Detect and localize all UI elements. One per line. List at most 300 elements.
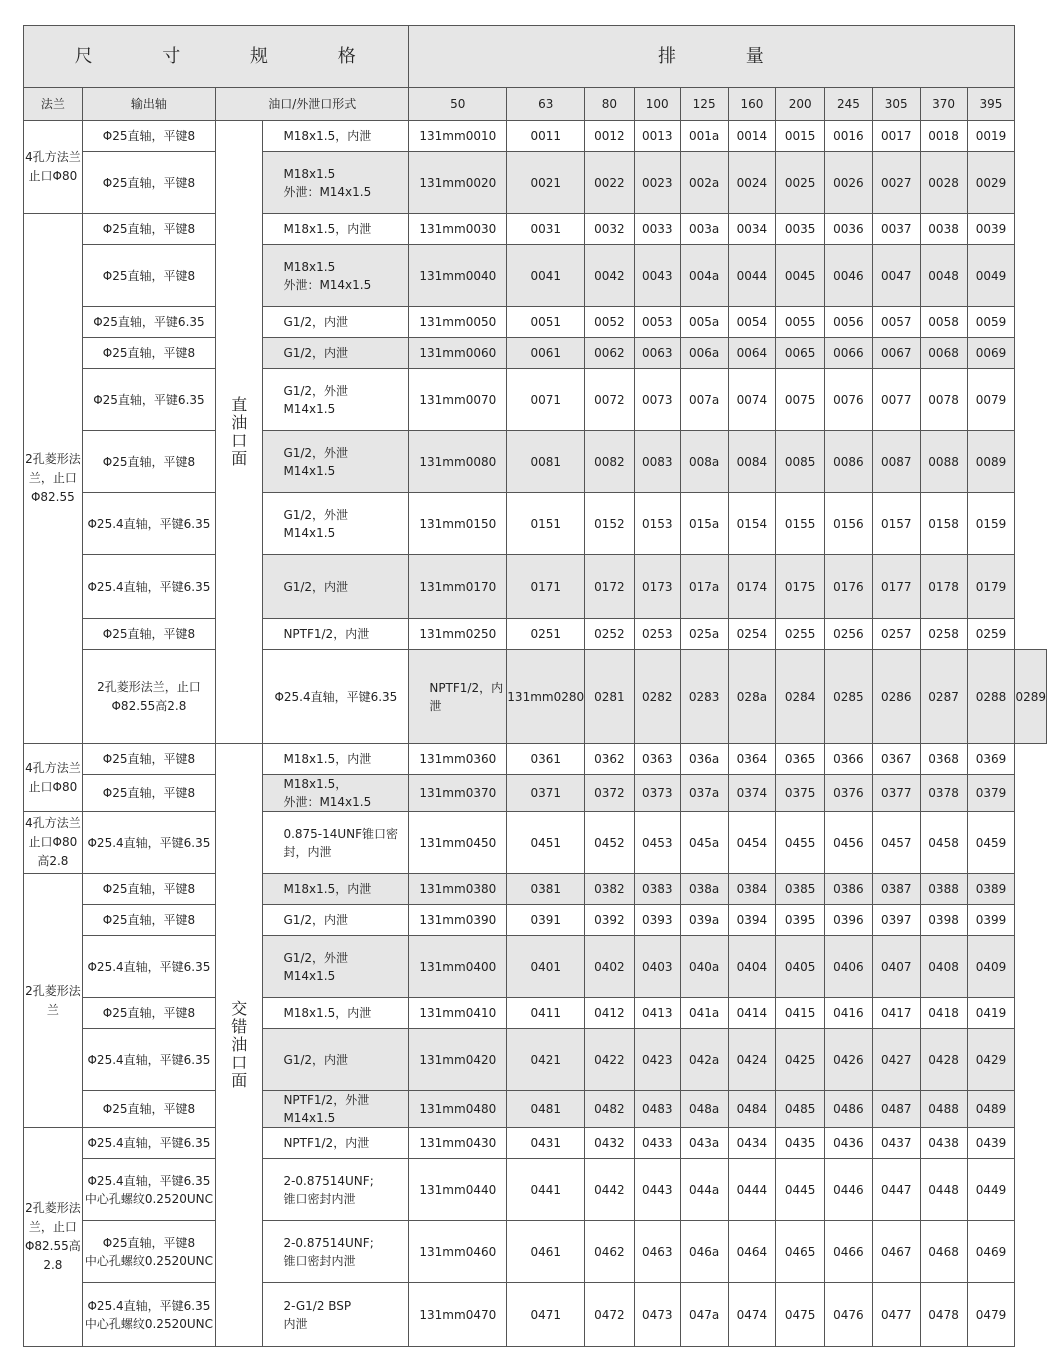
code-cell: 0288 <box>967 650 1015 744</box>
straight-port-face-label: 直 油 口 面 <box>216 121 263 744</box>
base-code-cell: 131mm0280 <box>507 650 585 744</box>
code-cell: 0404 <box>728 936 776 998</box>
port-cell: G1/2，外泄 M14x1.5 <box>263 369 409 431</box>
code-cell: 0173 <box>634 555 680 619</box>
base-code-cell: 131mm0360 <box>409 744 507 775</box>
code-cell: 0473 <box>634 1283 680 1347</box>
code-cell: 0158 <box>920 493 967 555</box>
code-cell: 0159 <box>967 493 1015 555</box>
code-cell: 0408 <box>920 936 967 998</box>
port-cell: M18x1.5，内泄 <box>263 214 409 245</box>
table-row <box>24 369 1047 431</box>
code-cell: 0483 <box>634 1091 680 1128</box>
table-row <box>24 1221 1047 1283</box>
shaft-header: 输出轴 <box>82 88 215 121</box>
code-cell: 0015 <box>776 121 825 152</box>
code-cell: 0438 <box>920 1128 967 1159</box>
flange-cell: 2孔菱形法兰，止口Φ82.55 <box>24 214 83 744</box>
flange-cell: 2孔菱形法兰 <box>24 874 83 1128</box>
code-cell: 0067 <box>872 338 920 369</box>
code-cell: 0017 <box>872 121 920 152</box>
displacement-col-125: 125 <box>680 88 728 121</box>
shaft-cell: Φ25直轴，平键8 <box>82 121 215 152</box>
displacement-col-200: 200 <box>776 88 825 121</box>
code-cell: 0289 <box>1015 650 1047 744</box>
flange-cell: 2孔菱形法兰，止口Φ82.55高2.8 <box>82 650 215 744</box>
table-row <box>24 245 1047 307</box>
displacement-col-50: 50 <box>409 88 507 121</box>
code-cell: 0469 <box>967 1221 1015 1283</box>
displacement-col-63: 63 <box>507 88 585 121</box>
code-cell: 0396 <box>825 905 873 936</box>
port-cell: 0.875-14UNF锥口密封，内泄 <box>263 812 409 874</box>
base-code-cell: 131mm0470 <box>409 1283 507 1347</box>
shaft-cell: Φ25.4直轴，平键6.35 中心孔螺纹0.2520UNC <box>82 1283 215 1347</box>
code-cell: 0468 <box>920 1221 967 1283</box>
code-cell: 0075 <box>776 369 825 431</box>
shaft-cell: Φ25直轴，平键8 <box>82 744 215 775</box>
code-cell: 0051 <box>507 307 585 338</box>
code-cell: 0034 <box>728 214 776 245</box>
code-cell: 0472 <box>585 1283 635 1347</box>
code-cell: 0474 <box>728 1283 776 1347</box>
flange-cell: 4孔方法兰止口Φ80高2.8 <box>24 812 83 874</box>
code-cell: 0439 <box>967 1128 1015 1159</box>
code-cell: 0365 <box>776 744 825 775</box>
base-code-cell: 131mm0250 <box>409 619 507 650</box>
shaft-cell: Φ25.4直轴，平键6.35 <box>263 650 409 744</box>
code-cell: 0048 <box>920 245 967 307</box>
code-cell: 0053 <box>634 307 680 338</box>
code-cell: 0442 <box>585 1159 635 1221</box>
table-row <box>24 1283 1047 1347</box>
code-cell: 0432 <box>585 1128 635 1159</box>
code-cell: 0417 <box>872 998 920 1029</box>
code-cell: 0033 <box>634 214 680 245</box>
code-cell: 0451 <box>507 812 585 874</box>
port-cell: M18x1.5 外泄：M14x1.5 <box>263 245 409 307</box>
table-row <box>24 307 1047 338</box>
code-cell: 0464 <box>728 1221 776 1283</box>
code-cell: 015a <box>680 493 728 555</box>
code-cell: 0375 <box>776 775 825 812</box>
code-cell: 0259 <box>967 619 1015 650</box>
code-cell: 0039 <box>967 214 1015 245</box>
code-cell: 0383 <box>634 874 680 905</box>
code-cell: 0174 <box>728 555 776 619</box>
code-cell: 0471 <box>507 1283 585 1347</box>
code-cell: 0488 <box>920 1091 967 1128</box>
code-cell: 038a <box>680 874 728 905</box>
code-cell: 0251 <box>507 619 585 650</box>
code-cell: 0433 <box>634 1128 680 1159</box>
code-cell: 0487 <box>872 1091 920 1128</box>
code-cell: 0027 <box>872 152 920 214</box>
code-cell: 0389 <box>967 874 1015 905</box>
base-code-cell: 131mm0380 <box>409 874 507 905</box>
code-cell: 0412 <box>585 998 635 1029</box>
code-cell: 0476 <box>825 1283 873 1347</box>
code-cell: 0059 <box>967 307 1015 338</box>
shaft-cell: Φ25直轴，平键6.35 <box>82 369 215 431</box>
base-code-cell: 131mm0370 <box>409 775 507 812</box>
code-cell: 041a <box>680 998 728 1029</box>
code-cell: 0285 <box>825 650 873 744</box>
base-code-cell: 131mm0040 <box>409 245 507 307</box>
code-cell: 0179 <box>967 555 1015 619</box>
code-cell: 0447 <box>872 1159 920 1221</box>
port-cell: M18x1.5，内泄 <box>263 998 409 1029</box>
code-cell: 0397 <box>872 905 920 936</box>
table-row <box>24 121 1047 152</box>
code-cell: 0175 <box>776 555 825 619</box>
code-cell: 0083 <box>634 431 680 493</box>
code-cell: 0069 <box>967 338 1015 369</box>
code-cell: 0077 <box>872 369 920 431</box>
code-cell: 0394 <box>728 905 776 936</box>
code-cell: 0386 <box>825 874 873 905</box>
code-cell: 0036 <box>825 214 873 245</box>
table-row <box>24 650 1047 744</box>
code-cell: 0475 <box>776 1283 825 1347</box>
code-cell: 0283 <box>680 650 728 744</box>
code-cell: 0035 <box>776 214 825 245</box>
code-cell: 0441 <box>507 1159 585 1221</box>
code-cell: 0416 <box>825 998 873 1029</box>
table-row <box>24 619 1047 650</box>
code-cell: 007a <box>680 369 728 431</box>
code-cell: 0177 <box>872 555 920 619</box>
code-cell: 0446 <box>825 1159 873 1221</box>
displacement-col-245: 245 <box>825 88 873 121</box>
code-cell: 0477 <box>872 1283 920 1347</box>
code-cell: 0422 <box>585 1029 635 1091</box>
code-cell: 0444 <box>728 1159 776 1221</box>
code-cell: 0045 <box>776 245 825 307</box>
code-cell: 005a <box>680 307 728 338</box>
code-cell: 0369 <box>967 744 1015 775</box>
code-cell: 0084 <box>728 431 776 493</box>
code-cell: 0157 <box>872 493 920 555</box>
code-cell: 0459 <box>967 812 1015 874</box>
shaft-cell: Φ25.4直轴，平键6.35 <box>82 1029 215 1091</box>
shaft-cell: Φ25直轴，平键8 <box>82 874 215 905</box>
base-code-cell: 131mm0410 <box>409 998 507 1029</box>
base-code-cell: 131mm0480 <box>409 1091 507 1128</box>
code-cell: 0364 <box>728 744 776 775</box>
code-cell: 0257 <box>872 619 920 650</box>
code-cell: 0156 <box>825 493 873 555</box>
displacement-col-100: 100 <box>634 88 680 121</box>
code-cell: 0025 <box>776 152 825 214</box>
code-cell: 0437 <box>872 1128 920 1159</box>
code-cell: 0377 <box>872 775 920 812</box>
port-cell: G1/2，内泄 <box>263 1029 409 1091</box>
code-cell: 0086 <box>825 431 873 493</box>
code-cell: 0057 <box>872 307 920 338</box>
flange-cell: 4孔方法兰止口Φ80 <box>24 121 83 214</box>
code-cell: 0453 <box>634 812 680 874</box>
code-cell: 0373 <box>634 775 680 812</box>
base-code-cell: 131mm0020 <box>409 152 507 214</box>
code-cell: 0436 <box>825 1128 873 1159</box>
code-cell: 0398 <box>920 905 967 936</box>
code-cell: 002a <box>680 152 728 214</box>
code-cell: 045a <box>680 812 728 874</box>
size-spec-header: 尺 寸 规 格 <box>24 26 409 88</box>
code-cell: 0463 <box>634 1221 680 1283</box>
code-cell: 0255 <box>776 619 825 650</box>
code-cell: 0452 <box>585 812 635 874</box>
code-cell: 0062 <box>585 338 635 369</box>
code-cell: 0388 <box>920 874 967 905</box>
code-cell: 0489 <box>967 1091 1015 1128</box>
code-cell: 0072 <box>585 369 635 431</box>
code-cell: 0252 <box>585 619 635 650</box>
table-row <box>24 152 1047 214</box>
code-cell: 0366 <box>825 744 873 775</box>
code-cell: 0384 <box>728 874 776 905</box>
code-cell: 046a <box>680 1221 728 1283</box>
code-cell: 0029 <box>967 152 1015 214</box>
code-cell: 0018 <box>920 121 967 152</box>
code-cell: 048a <box>680 1091 728 1128</box>
table-row <box>24 744 1047 775</box>
code-cell: 0078 <box>920 369 967 431</box>
code-cell: 0253 <box>634 619 680 650</box>
code-cell: 0445 <box>776 1159 825 1221</box>
shaft-cell: Φ25直轴，平键8 <box>82 905 215 936</box>
code-cell: 0393 <box>634 905 680 936</box>
shaft-cell: Φ25直轴，平键8 <box>82 775 215 812</box>
port-cell: M18x1.5 外泄：M14x1.5 <box>263 152 409 214</box>
code-cell: 0046 <box>825 245 873 307</box>
port-cell: 2-G1/2 BSP 内泄 <box>263 1283 409 1347</box>
code-cell: 0037 <box>872 214 920 245</box>
table-row <box>24 874 1047 905</box>
code-cell: 0043 <box>634 245 680 307</box>
code-cell: 0427 <box>872 1029 920 1091</box>
code-cell: 0406 <box>825 936 873 998</box>
code-cell: 0178 <box>920 555 967 619</box>
code-cell: 0372 <box>585 775 635 812</box>
port-cell: NPTF1/2，内泄 <box>263 1128 409 1159</box>
base-code-cell: 131mm0170 <box>409 555 507 619</box>
code-cell: 008a <box>680 431 728 493</box>
port-cell: G1/2，外泄 M14x1.5 <box>263 431 409 493</box>
base-code-cell: 131mm0030 <box>409 214 507 245</box>
port-cell: M18x1.5，内泄 <box>263 121 409 152</box>
base-code-cell: 131mm0430 <box>409 1128 507 1159</box>
code-cell: 0042 <box>585 245 635 307</box>
shaft-cell: Φ25直轴，平键8 中心孔螺纹0.2520UNC <box>82 1221 215 1283</box>
code-cell: 0064 <box>728 338 776 369</box>
shaft-cell: Φ25直轴，平键8 <box>82 245 215 307</box>
code-cell: 0071 <box>507 369 585 431</box>
table-row <box>24 905 1047 936</box>
code-cell: 0066 <box>825 338 873 369</box>
code-cell: 0021 <box>507 152 585 214</box>
code-cell: 0068 <box>920 338 967 369</box>
code-cell: 0281 <box>585 650 635 744</box>
shaft-cell: Φ25直轴，平键8 <box>82 431 215 493</box>
code-cell: 0486 <box>825 1091 873 1128</box>
code-cell: 0056 <box>825 307 873 338</box>
code-cell: 0456 <box>825 812 873 874</box>
table-row <box>24 998 1047 1029</box>
port-cell: G1/2，内泄 <box>263 307 409 338</box>
shaft-cell: Φ25直轴，平键8 <box>82 1091 215 1128</box>
base-code-cell: 131mm0150 <box>409 493 507 555</box>
port-cell: NPTF1/2，内泄 <box>263 619 409 650</box>
base-code-cell: 131mm0060 <box>409 338 507 369</box>
code-cell: 0073 <box>634 369 680 431</box>
code-cell: 0448 <box>920 1159 967 1221</box>
port-header: 油口/外泄口形式 <box>216 88 409 121</box>
shaft-cell: Φ25.4直轴，平键6.35 <box>82 555 215 619</box>
code-cell: 025a <box>680 619 728 650</box>
port-cell: G1/2，外泄 M14x1.5 <box>263 493 409 555</box>
displacement-col-370: 370 <box>920 88 967 121</box>
code-cell: 0385 <box>776 874 825 905</box>
table-row <box>24 1128 1047 1159</box>
flange-cell: 4孔方法兰止口Φ80 <box>24 744 83 812</box>
code-cell: 0063 <box>634 338 680 369</box>
table-row <box>24 812 1047 874</box>
code-cell: 0286 <box>872 650 920 744</box>
code-cell: 0466 <box>825 1221 873 1283</box>
displacement-col-395: 395 <box>967 88 1015 121</box>
table-row <box>24 1159 1047 1221</box>
code-cell: 0378 <box>920 775 967 812</box>
code-cell: 0016 <box>825 121 873 152</box>
code-cell: 0087 <box>872 431 920 493</box>
code-cell: 043a <box>680 1128 728 1159</box>
code-cell: 0368 <box>920 744 967 775</box>
code-cell: 0362 <box>585 744 635 775</box>
code-cell: 0055 <box>776 307 825 338</box>
table-row <box>24 214 1047 245</box>
code-cell: 0038 <box>920 214 967 245</box>
code-cell: 0284 <box>776 650 825 744</box>
code-cell: 040a <box>680 936 728 998</box>
shaft-cell: Φ25.4直轴，平键6.35 中心孔螺纹0.2520UNC <box>82 1159 215 1221</box>
code-cell: 0411 <box>507 998 585 1029</box>
displacement-col-80: 80 <box>585 88 635 121</box>
code-cell: 0011 <box>507 121 585 152</box>
port-cell: M18x1.5，内泄 <box>263 874 409 905</box>
displacement-col-160: 160 <box>728 88 776 121</box>
code-cell: 0443 <box>634 1159 680 1221</box>
code-cell: 0014 <box>728 121 776 152</box>
code-cell: 0172 <box>585 555 635 619</box>
code-cell: 036a <box>680 744 728 775</box>
code-cell: 0454 <box>728 812 776 874</box>
code-cell: 0047 <box>872 245 920 307</box>
port-cell: M18x1.5，内泄 <box>263 744 409 775</box>
table-row <box>24 431 1047 493</box>
shaft-cell: Φ25直轴，平键8 <box>82 998 215 1029</box>
code-cell: 0089 <box>967 431 1015 493</box>
port-cell: G1/2，内泄 <box>263 555 409 619</box>
code-cell: 0458 <box>920 812 967 874</box>
code-cell: 0392 <box>585 905 635 936</box>
staggered-port-face-label: 交 错 油 口 面 <box>216 744 263 1347</box>
code-cell: 0387 <box>872 874 920 905</box>
shaft-cell: Φ25.4直轴，平键6.35 <box>82 936 215 998</box>
shaft-cell: Φ25直轴，平键8 <box>82 152 215 214</box>
code-cell: 037a <box>680 775 728 812</box>
base-code-cell: 131mm0460 <box>409 1221 507 1283</box>
code-cell: 0049 <box>967 245 1015 307</box>
code-cell: 0013 <box>634 121 680 152</box>
code-cell: 0151 <box>507 493 585 555</box>
code-cell: 0413 <box>634 998 680 1029</box>
code-cell: 0153 <box>634 493 680 555</box>
shaft-cell: Φ25直轴，平键6.35 <box>82 307 215 338</box>
code-cell: 044a <box>680 1159 728 1221</box>
code-cell: 0154 <box>728 493 776 555</box>
code-cell: 0085 <box>776 431 825 493</box>
code-cell: 0423 <box>634 1029 680 1091</box>
code-cell: 0065 <box>776 338 825 369</box>
code-cell: 006a <box>680 338 728 369</box>
code-cell: 0052 <box>585 307 635 338</box>
code-cell: 004a <box>680 245 728 307</box>
code-cell: 039a <box>680 905 728 936</box>
base-code-cell: 131mm0450 <box>409 812 507 874</box>
code-cell: 0478 <box>920 1283 967 1347</box>
table-row <box>24 493 1047 555</box>
code-cell: 0428 <box>920 1029 967 1091</box>
table-row <box>24 338 1047 369</box>
code-cell: 0402 <box>585 936 635 998</box>
code-cell: 017a <box>680 555 728 619</box>
code-cell: 0425 <box>776 1029 825 1091</box>
base-code-cell: 131mm0390 <box>409 905 507 936</box>
code-cell: 0061 <box>507 338 585 369</box>
code-cell: 0371 <box>507 775 585 812</box>
table-row <box>24 1091 1047 1128</box>
code-cell: 0022 <box>585 152 635 214</box>
code-cell: 0435 <box>776 1128 825 1159</box>
shaft-cell: Φ25.4直轴，平键6.35 <box>82 812 215 874</box>
table-row <box>24 775 1047 812</box>
code-cell: 0414 <box>728 998 776 1029</box>
code-cell: 0455 <box>776 812 825 874</box>
code-cell: 0395 <box>776 905 825 936</box>
code-cell: 0054 <box>728 307 776 338</box>
code-cell: 0465 <box>776 1221 825 1283</box>
displacement-col-305: 305 <box>872 88 920 121</box>
code-cell: 0467 <box>872 1221 920 1283</box>
code-cell: 0041 <box>507 245 585 307</box>
code-cell: 0258 <box>920 619 967 650</box>
code-cell: 0399 <box>967 905 1015 936</box>
code-cell: 0176 <box>825 555 873 619</box>
code-cell: 0081 <box>507 431 585 493</box>
port-cell: NPTF1/2，内泄 <box>409 650 507 744</box>
code-cell: 0079 <box>967 369 1015 431</box>
code-cell: 0479 <box>967 1283 1015 1347</box>
port-cell: G1/2，内泄 <box>263 338 409 369</box>
code-cell: 0374 <box>728 775 776 812</box>
code-cell: 0155 <box>776 493 825 555</box>
code-cell: 047a <box>680 1283 728 1347</box>
base-code-cell: 131mm0400 <box>409 936 507 998</box>
code-cell: 0431 <box>507 1128 585 1159</box>
code-cell: 0031 <box>507 214 585 245</box>
